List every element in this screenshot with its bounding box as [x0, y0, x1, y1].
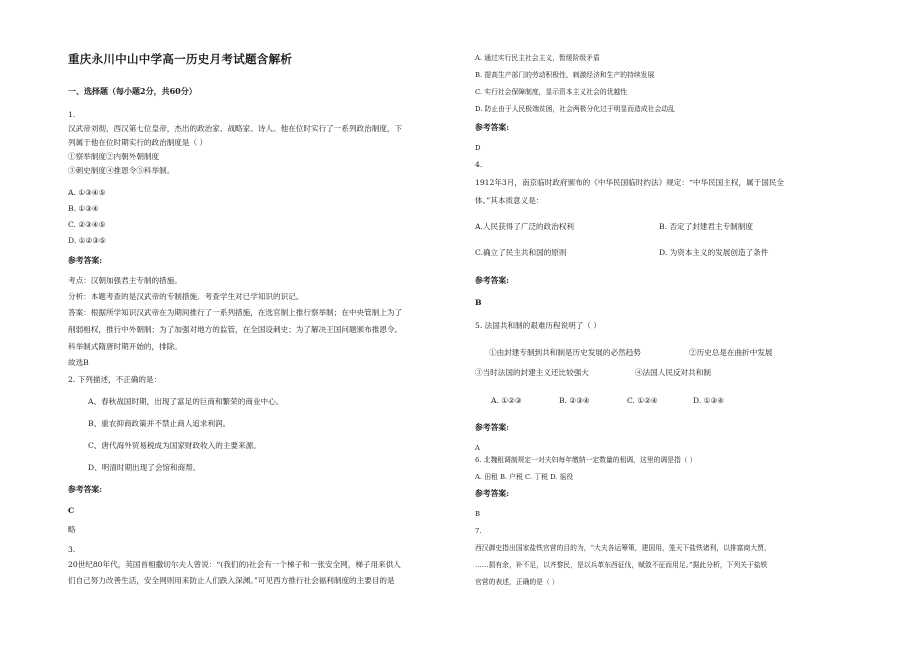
q1-explanation-1: 考点：汉朝加强君主专制的措施。 — [68, 276, 182, 285]
q2-option-a: A、春秋战国时期，出现了富足的巨商和繁荣的商业中心。 — [88, 397, 284, 406]
q3-option-b: B. 提高生产部门的劳动积极性，刺激经济和生产的持续发展 — [475, 71, 655, 79]
q5-item-4: ④法国人民反对共和制 — [635, 368, 711, 377]
q2-answer-label: 参考答案: — [68, 485, 103, 494]
q7-stem-line1: 西汉御史指出国家盐铁官营的目的为，“大夫各运筹策，建国用，笼天下盐铁诸利，以排富商大贾， — [475, 544, 771, 552]
q1-option-d: D. ①②③⑤ — [68, 236, 106, 245]
q3-option-c: C. 实行社会保障制度，显示资本主义社会的优越性 — [475, 88, 628, 96]
q1-explanation-5: 科举制式隋唐时期开始的，排除。 — [68, 342, 182, 351]
q3-answer-label: 参考答案: — [475, 123, 510, 132]
q3-number: 3. — [68, 545, 76, 554]
q4-option-b: B. 否定了封建君主专制制度 — [659, 222, 753, 231]
q5-item-3: ③当时法国的封建主义还比较强大 — [475, 368, 589, 377]
q1-answer-label: 参考答案: — [68, 256, 103, 265]
q1-explanation-3: 答案：根据所学知识汉武帝在为期间推行了一系列措施，在选官制上推行察举制；在中央管制上为了 — [68, 308, 403, 317]
q2-stem: 2. 下列描述，不正确的是： — [68, 375, 162, 384]
q6-options: A. 田租 B. 户税 C. 丁税 D. 徭役 — [475, 473, 574, 481]
q7-stem-line2: ……损有余，补不足，以齐黎民，是以兵革东西征伐，赋敛不征而用足。”据此分析，下列关于盐铁 — [475, 561, 768, 569]
q4-answer-label: 参考答案: — [475, 276, 510, 285]
q5-answer-label: 参考答案: — [475, 423, 510, 432]
q1-explanation-4: 削弱相权，推行中外朝制；为了加强对地方的监管，在全国设刺史；为了解决王国问题颁布推恩令。 — [68, 325, 403, 334]
q2-note: 略 — [68, 525, 76, 534]
q2-option-c: C、唐代海外贸易税成为国家财政收入的主要来源。 — [88, 441, 261, 450]
q4-stem-line1: 1912年3月，南京临时政府颁布的《中华民国临时约法》规定：“中华民国主权，属于国民全 — [475, 178, 785, 187]
q4-answer: B — [475, 298, 482, 307]
q7-number: 7. — [475, 527, 482, 535]
q6-answer-label: 参考答案: — [475, 489, 510, 498]
q5-option-d: D. ①③④ — [693, 396, 725, 405]
q5-option-a: A. ①②③ — [491, 396, 522, 405]
q1-stem-line2: 列属于他在位时期实行的政治制度是（ ） — [68, 138, 208, 147]
page-title: 重庆永川中山中学高一历史月考试题含解析 — [68, 52, 293, 66]
q1-option-a: A. ①③④⑤ — [68, 188, 106, 197]
q5-item-2: ②历史总是在曲折中发展 — [689, 348, 773, 357]
q2-option-b: B、重农抑商政策并不禁止商人追求利润。 — [88, 419, 231, 428]
q5-item-1: ①由封建专制到共和制是历史发展的必然趋势 — [489, 348, 641, 357]
q1-item-line1: ①察举制度②内朝外朝制度 — [68, 152, 160, 161]
q2-answer: C — [68, 506, 75, 515]
q2-option-d: D、明清时期出现了会馆和商帮。 — [88, 463, 201, 472]
section-heading: 一、选择题（每小题2分，共60分） — [68, 86, 197, 96]
q6-stem: 6. 北魏租调制规定一对夫妇每年缴纳一定数量的租调，这里的调是指（ ） — [475, 456, 697, 464]
q3-stem-line2: 们自己努力改善生活，安全网则用来防止人们跌入深渊。”可见西方推行社会福利制度的主要目的是 — [68, 576, 395, 585]
q5-answer: A — [475, 444, 480, 452]
q5-stem: 5. 法国共和制的艰难历程说明了（ ） — [475, 321, 601, 330]
q5-option-c: C. ①②④ — [627, 396, 658, 405]
q3-option-a: A. 通过实行民主社会主义，暂缓阶级矛盾 — [475, 54, 600, 62]
q3-answer: D — [475, 144, 481, 152]
q7-stem-line3: 官营的表述，正确的是（ ） — [475, 578, 559, 586]
q1-explanation-2: 分析：本题考查的是汉武帝的专制措施．考查学生对已学知识的识记。 — [68, 292, 304, 301]
q4-number: 4. — [475, 160, 483, 169]
q6-answer: B — [475, 510, 480, 518]
q4-option-d: D. 为资本主义的发展创造了条件 — [659, 248, 769, 257]
q4-option-c: C.确立了民主共和国的原则 — [475, 248, 567, 257]
q5-option-b: B. ②③④ — [559, 396, 590, 405]
q1-item-line2: ③刺史制度④推恩令⑤科举制。 — [68, 166, 175, 175]
q1-stem-line1: 汉武帝刘彻，西汉第七位皇帝，杰出的政治家、战略家、诗人。他在位时实行了一系列政治制度，下 — [68, 124, 403, 133]
q1-option-b: B. ①③④ — [68, 204, 99, 213]
q1-number: 1. — [68, 110, 76, 119]
q4-stem-line2: 体。”其本质意义是： — [475, 196, 544, 205]
q3-stem-line1: 20世纪80年代，英国首相撒切尔夫人曾说：“(我们的)社会有一个梯子和一张安全网，梯子用来供人 — [68, 560, 401, 569]
q3-option-d: D. 防止由于人民极端贫困，社会两极分化过于明显而造成社会动乱 — [475, 105, 675, 113]
q1-explanation-6: 故选B — [68, 358, 89, 367]
q1-option-c: C. ②③④⑤ — [68, 220, 106, 229]
q4-option-a: A.人民获得了广泛的政治权利 — [475, 222, 575, 231]
